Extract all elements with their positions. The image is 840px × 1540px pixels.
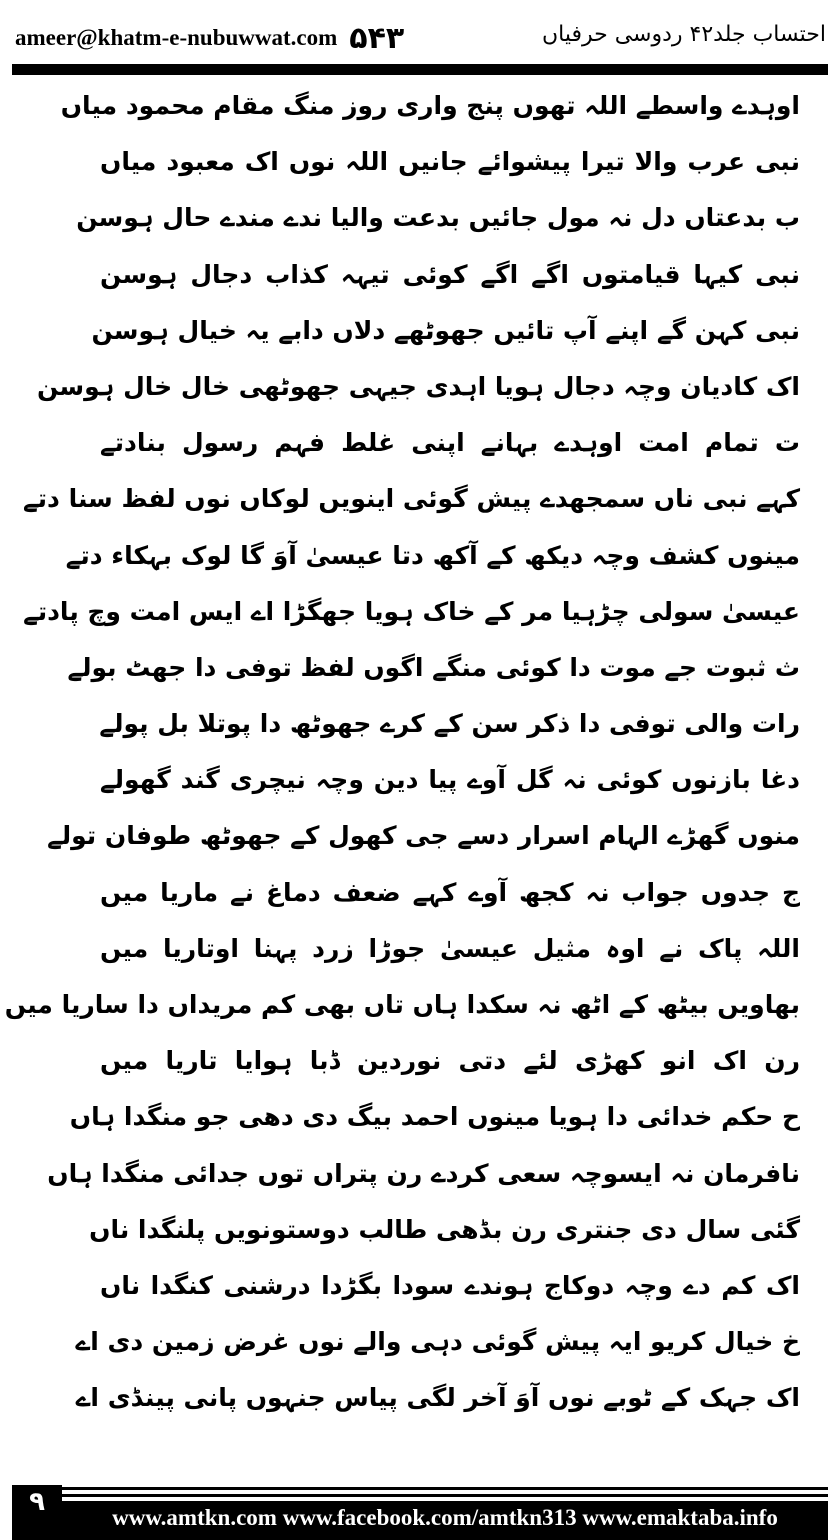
verse-line: اللہ پاک نے اوہ مثیل عیسیٰ جوڑا زرد پہنا اوتاریا میں bbox=[100, 933, 800, 963]
verse-line: مینوں کشف وچہ دیکھ کے آکھ دتا عیسیٰ آوَ گا لوک بہکاء دتے bbox=[65, 540, 800, 570]
footer-links: www.amtkn.com www.facebook.com/amtkn313 www.emaktaba.info bbox=[62, 1501, 828, 1540]
verse-line: نبی کہن گے اپنے آپ تائیں جھوٹھے دلاں دابے یہ خیال ہوسن bbox=[91, 315, 800, 345]
verse-line: گئی سال دی جنتری رن بڈھی طالب دوستونویں پلنگدا ناں bbox=[89, 1214, 800, 1244]
verse-line: نبی کیہا قیامتوں اگے اگے کوئی تیہہ کذاب دجال ہوسن bbox=[100, 259, 800, 289]
verse-line: عیسیٰ سولی چڑہیا مر کے خاک ہویا جھگڑا اے ایس امت وچ پادتے bbox=[23, 596, 800, 626]
verse-line: ح حکم خدائی دا ہویا مینوں احمد بیگ دی دھی جو منگدا ہاں bbox=[69, 1102, 800, 1132]
footer-rule bbox=[62, 1494, 828, 1497]
poem-body bbox=[4, 78, 800, 1427]
verse-line: اوہدے واسطے اللہ تھوں پنج واری روز منگ مقام محمود میاں bbox=[60, 91, 800, 120]
verse-line: رات والی توفی دا ذکر سن کے کرے جھوٹھ دا پوتلا بل پولے bbox=[99, 709, 800, 739]
header-email: ameer@khatm-e-nubuwwat.com bbox=[15, 25, 338, 50]
page-number: ۵۴۳ bbox=[349, 20, 405, 56]
verse-line: ت تمام امت اوہدے بہانے اپنی غلط فہم رسول بنادتے bbox=[100, 428, 800, 458]
verse-line: رن اک انو کھڑی لئے دتی نوردین ڈبا ہوایا تاریا میں bbox=[100, 1046, 800, 1076]
header-rule bbox=[12, 64, 828, 75]
verse-line: اک جہک کے ٹوبے نوں آوَ آخر لگی پیاس جنہوں پانی پینڈی اے bbox=[75, 1383, 800, 1413]
verse-line: دغا بازنوں کوئی نہ گل آوے پیا دین وچہ نیچری گند گھولے bbox=[100, 765, 800, 795]
verse-line: نبی عرب والا تیرا پیشوائے جانیں اللہ نوں اک معبود میاں bbox=[100, 147, 800, 177]
header-left-group bbox=[15, 18, 404, 58]
verse-line: اک کم دے وچہ دوکاج ہوندے سودا بگڑدا درشنی کنگدا ناں bbox=[100, 1270, 800, 1300]
verse-line: ث ثبوت جے موت دا کوئی منگے اگوں لفظ توفی دا جھٹ بولے bbox=[67, 652, 800, 682]
book-title: احتساب جلد۴۲ ردوسی حرفیاں bbox=[541, 22, 826, 47]
verse-line: بھاویں بیٹھ کے اٹھ نہ سکدا ہاں تاں بھی کم مریداں دا ساریا میں bbox=[4, 990, 800, 1019]
verse-line: منوں گھڑے الہام اسرار دسے جی کھول کے جھوٹھ طوفان تولے bbox=[47, 821, 800, 851]
verse-line: خ خیال کریو ایہ پیش گوئی دہی والے نوں غرض زمین دی اے bbox=[75, 1327, 800, 1357]
verse-line: ج جدوں جواب نہ کجھ آوے کہے ضعف دماغ نے ماریا میں bbox=[100, 877, 800, 907]
verse-line: اک کادیان وچہ دجال ہویا اہدی جیہی جھوٹھی خال خال ہوسن bbox=[36, 371, 800, 401]
folio-number: ۹ bbox=[12, 1485, 62, 1540]
verse-line: ب بدعتاں دل نہ مول جائیں بدعت والیا ندے مندے حال ہوسن bbox=[76, 203, 800, 233]
verse-line: نافرمان نہ ایسوچہ سعی کردے رن پتراں توں جدائی منگدا ہاں bbox=[47, 1158, 800, 1188]
verse-line: کہے نبی ناں سمجھدے پیش گوئی اینویں لوکاں نوں لفظ سنا دتے bbox=[23, 484, 800, 514]
footer-rule bbox=[62, 1487, 828, 1490]
